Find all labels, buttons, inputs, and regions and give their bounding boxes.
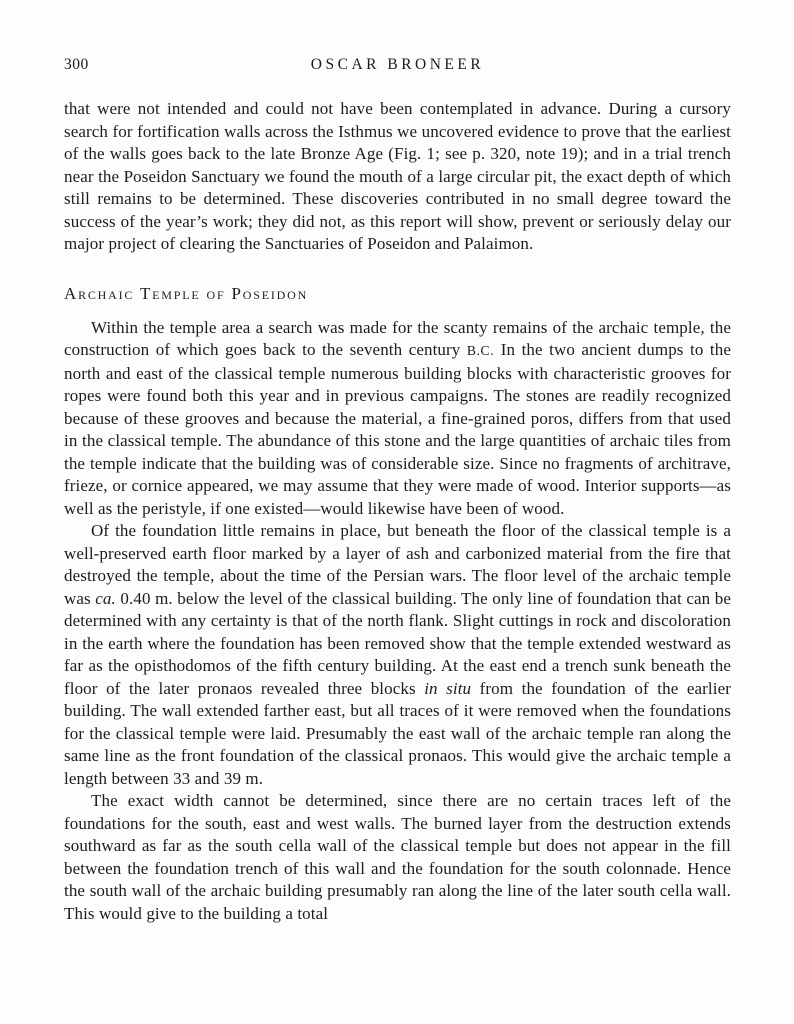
text-segment: B.C. bbox=[466, 343, 495, 358]
text-segment: In the two ancient dumps to the north and east of the classical temple numerous building blocks with characteristic grooves for ropes were found both this year and in previous campaigns. The stones are readily recognized because of these grooves and because the material, a fine-grained poros, differs from that used in the classical temple. The abundance of this stone and the large quantities of archaic tiles from the temple indicate that the building was of considerable size. Since no fragments of architrave, frieze, or cornice appeared, we may assume that they were made of wood. Interior supports—as well as the peristyle, if one existed—would likewise have been of wood. bbox=[64, 340, 731, 518]
running-title: OSCAR BRONEER bbox=[310, 56, 485, 73]
text-segment: Within the temple area a search was made for the scanty remains of the archaic temple, the construction of which goes back to the seventh century bbox=[64, 317, 731, 359]
section-heading: Archaic Temple of Poseidon bbox=[64, 283, 309, 303]
paragraph bbox=[64, 520, 731, 790]
text-segment: that were not intended and could not have been contemplated in advance. During a cursory search for fortification walls across the Isthmus we uncovered evidence to prove that the earliest of the walls goes back to the late Bronze Age (Fig. 1; see p. 320, note 19); and in a trial trench near the Poseidon Sanctuary we found the mouth of a large circular pit, the exact depth of which still remains to be determined. These discoveries contributed in no small degree toward the success of the year’s work; they did not, as this report will show, prevent or seriously delay our major project of clearing the Sanctuaries of Poseidon and Palaimon. bbox=[64, 99, 731, 253]
text-segment: Of the foundation little remains in place, but beneath the floor of the classical temple is a well-preserved earth floor marked by a layer of ash and carbonized material from the fire that destroyed the temple, about the time of the Persian wars. The floor level of the archaic temple was bbox=[64, 521, 731, 608]
text-segment: The exact width cannot be determined, since there are no certain traces left of the foundations for the south, east and west walls. The burned layer from the destruction extends southward as far as the south cella wall of the classical temple but does not appear in the fill between the foundation trench of this wall and the foundation for the south colonnade. Hence the south wall of the archaic building presumably ran along the line of the later south cella wall. This would give to the building a total bbox=[64, 791, 731, 923]
paragraph bbox=[64, 98, 731, 256]
text-segment: 0.40 m. below the level of the classical building. The only line of foundation that can be determined with any certainty is that of the north flank. Slight cuttings in rock and discoloration in the earth where the foundation has been removed show that the temple extended westward as far as the opisthodomos of the fifth century building. At the east end a trench sunk beneath the floor of the later pronaos revealed three blocks bbox=[64, 588, 731, 698]
page-number: 300 bbox=[64, 56, 89, 73]
page-body-text bbox=[64, 98, 731, 925]
running-header bbox=[64, 56, 731, 74]
paragraph bbox=[64, 790, 731, 925]
text-segment: ca. bbox=[95, 588, 116, 608]
paragraph bbox=[64, 317, 731, 521]
text-segment: from the foundation of the earlier building. The wall extended farther east, but all traces of it were removed when the foundations for the classical temple were laid. Presumably the east wall of the archaic temple ran along the same line as the front foundation of the classical pronaos. This would give the archaic temple a length between 33 and 39 m. bbox=[64, 678, 731, 788]
text-segment: in situ bbox=[424, 678, 472, 698]
